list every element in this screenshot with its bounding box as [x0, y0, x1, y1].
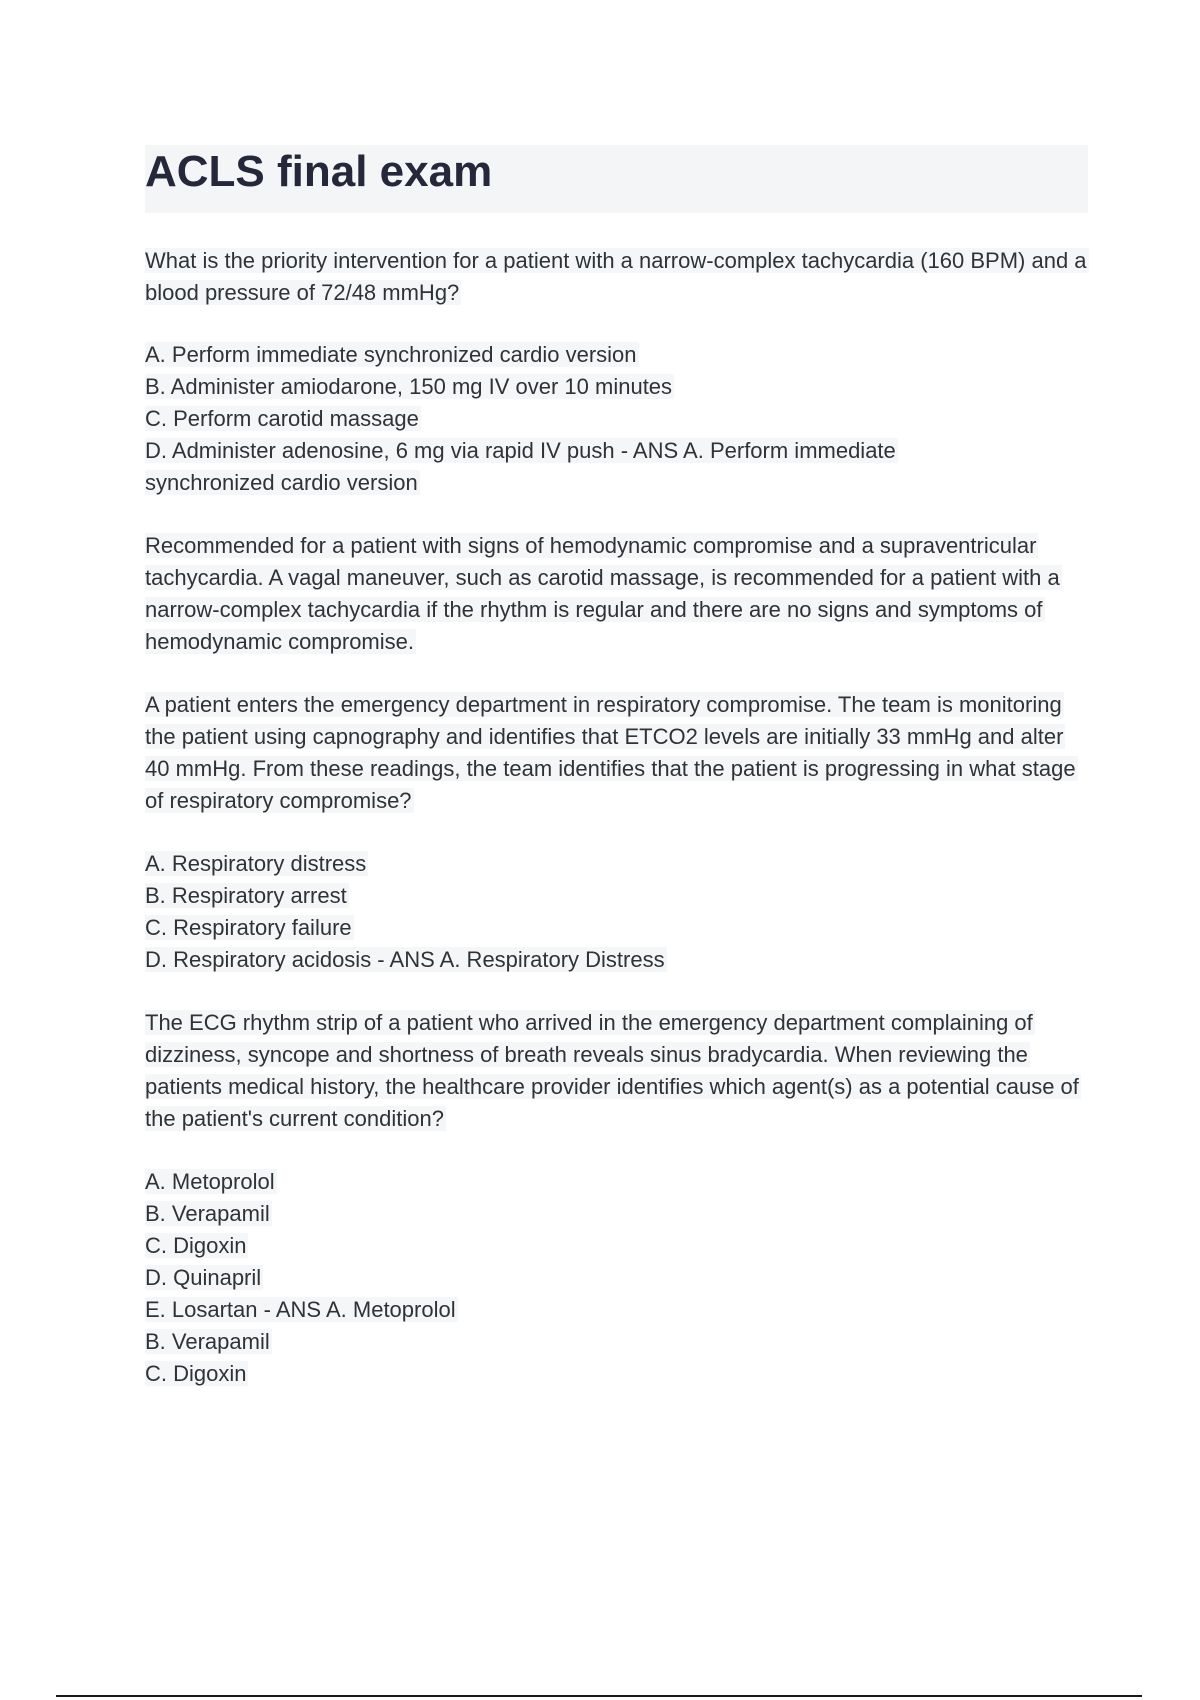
question-2	[145, 689, 1088, 817]
question-3	[145, 1007, 1088, 1135]
option-text: D. Respiratory acidosis - ANS A. Respiratory Distress	[145, 947, 665, 972]
option-text: B. Administer amiodarone, 150 mg IV over 10 minutes	[145, 374, 673, 399]
option-text: A. Perform immediate synchronized cardio version	[145, 342, 637, 367]
explanation-text: Recommended for a patient with signs of hemodynamic compromise and a supraventricular tachycardia. A vagal maneuver, such as carotid massage, is recommended for a patient with a narrow-complex tachycardia if the rhythm is regular and there are no signs and symptoms of hemodynamic compromise.	[145, 533, 1060, 654]
option-item	[145, 848, 1088, 880]
option-text: E. Losartan - ANS A. Metoprolol	[145, 1297, 456, 1322]
option-item	[145, 912, 1088, 944]
option-text: A. Metoprolol	[145, 1169, 275, 1194]
answer-continuation	[145, 1326, 1088, 1358]
option-text: B. Verapamil	[145, 1201, 270, 1226]
question-3-text: The ECG rhythm strip of a patient who arrived in the emergency department complaining of dizziness, syncope and shortness of breath reveals sinus bradycardia. When reviewing the patients medical history, the healthcare provider identifies which agent(s) as a potential cause of the patient's current condition?	[145, 1010, 1079, 1131]
option-text: C. Digoxin	[145, 1233, 247, 1258]
option-item-with-answer	[145, 435, 945, 499]
option-text: A. Respiratory distress	[145, 851, 367, 876]
option-text: D. Quinapril	[145, 1265, 262, 1290]
option-item-with-answer	[145, 1294, 1088, 1326]
option-item	[145, 371, 1088, 403]
option-item	[145, 1198, 1088, 1230]
option-text: D. Administer adenosine, 6 mg via rapid IV push - ANS A. Perform immediate synchronized cardio version	[145, 438, 896, 495]
option-item-with-answer	[145, 944, 1088, 976]
option-text: C. Digoxin	[145, 1361, 247, 1386]
option-text: B. Verapamil	[145, 1329, 270, 1354]
option-text: B. Respiratory arrest	[145, 883, 347, 908]
question-1-text: What is the priority intervention for a patient with a narrow-complex tachycardia (160 BPM) and a blood pressure of 72/48 mmHg?	[145, 248, 1087, 305]
option-item	[145, 403, 1088, 435]
option-item	[145, 1166, 1088, 1198]
question-2-options	[145, 848, 1088, 976]
option-item	[145, 880, 1088, 912]
answer-continuation	[145, 1358, 1088, 1390]
answer-explanation	[145, 530, 1088, 658]
page-bottom-rule	[56, 1695, 1142, 1697]
option-item	[145, 339, 1088, 371]
question-2-text: A patient enters the emergency department in respiratory compromise. The team is monitoring the patient using capnography and identifies that ETCO2 levels are initially 33 mmHg and alter 40 mmHg. From these readings, the team identifies that the patient is progressing in what stage of respiratory compromise?	[145, 692, 1076, 813]
question-1	[145, 245, 1088, 309]
question-3-options	[145, 1166, 1088, 1390]
option-item	[145, 1262, 1088, 1294]
page-title: ACLS final exam	[145, 147, 493, 196]
option-text: C. Perform carotid massage	[145, 406, 419, 431]
option-text: C. Respiratory failure	[145, 915, 352, 940]
question-1-options	[145, 339, 1088, 499]
document-page	[145, 145, 1088, 1390]
option-item	[145, 1230, 1088, 1262]
title-banner	[145, 145, 1088, 213]
